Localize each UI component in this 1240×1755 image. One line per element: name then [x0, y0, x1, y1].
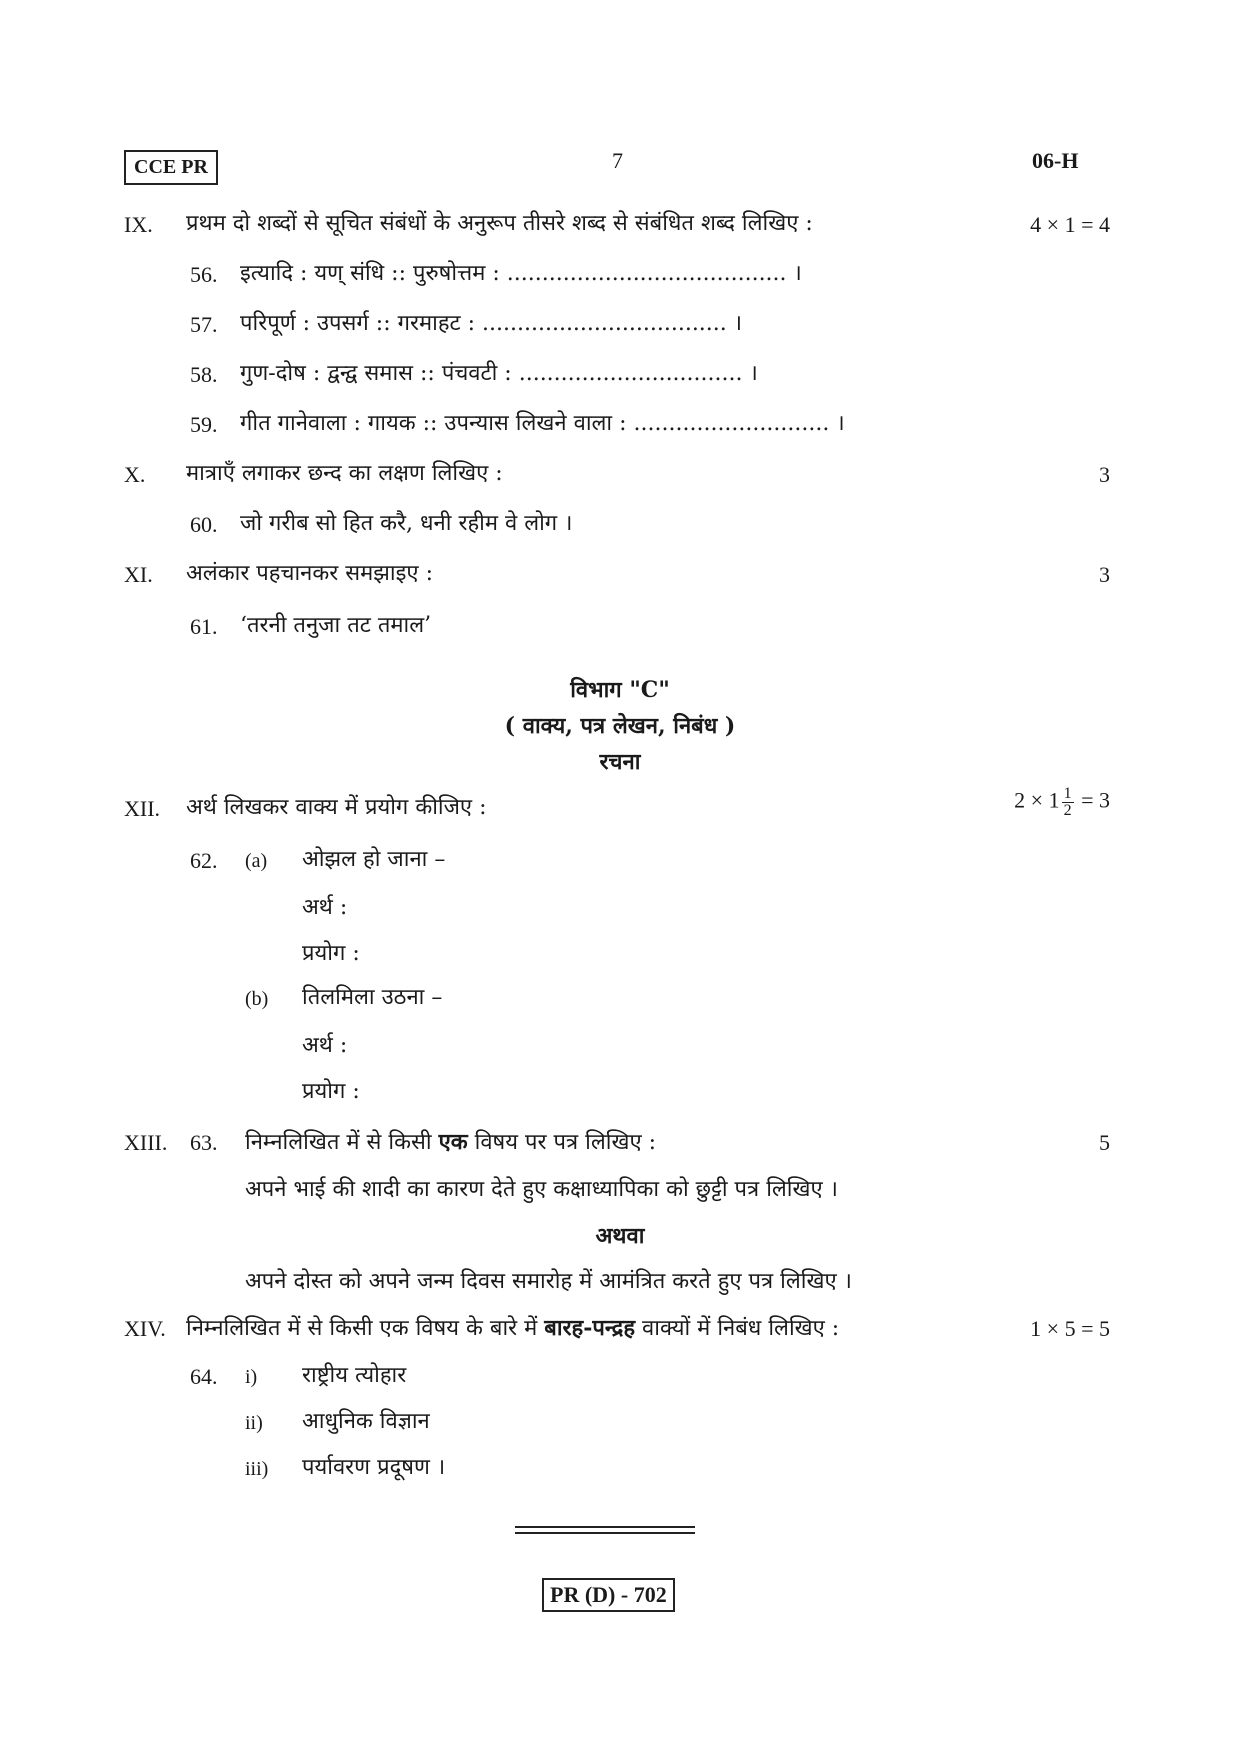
q62a-usage: प्रयोग : [302, 941, 360, 966]
q58-text: गुण-दोष : द्वन्द्व समास :: पंचवटी : ................................ । [240, 361, 758, 386]
q56-number: 56. [190, 262, 218, 287]
q13-instruction [245, 1128, 656, 1157]
section-heading: रचना [599, 749, 641, 775]
q12-marks-fraction [1062, 786, 1074, 819]
q59-text: गीत गानेवाला : गायक :: उपन्यास लिखने वाला : ............................ । [240, 411, 845, 436]
q61-number: 61. [190, 614, 218, 639]
q60-number: 60. [190, 512, 218, 537]
q61-text: ‘तरनी तनुजा तट तमाल’ [240, 613, 432, 638]
q64-topic-3-label: iii) [245, 1458, 269, 1480]
q64-topic-3: पर्यावरण प्रदूषण । [302, 1455, 446, 1480]
q13-instruction-bold: एक [438, 1129, 468, 1155]
q62b-meaning: अर्थ : [302, 1033, 348, 1058]
q62b-label: (b) [245, 988, 269, 1010]
q63-number: 63. [190, 1130, 218, 1155]
q63-option-2: अपने दोस्त को अपने जन्म दिवस समारोह में आमंत्रित करते हुए पत्र लिखिए । [245, 1269, 852, 1294]
q13-marks: 5 [1099, 1130, 1110, 1155]
paper-code-box: CCE PR [124, 150, 218, 185]
q60-text: जो गरीब सो हित करै, धनी रहीम वे लोग । [240, 511, 573, 536]
q62a-meaning: अर्थ : [302, 895, 348, 920]
q14-marks: 1 × 5 = 5 [1030, 1316, 1110, 1341]
q63-option-1: अपने भाई की शादी का कारण देते हुए कक्षाध्यापिका को छुट्टी पत्र लिखिए । [245, 1177, 838, 1202]
page-number: 7 [612, 148, 623, 173]
q12-roman: XII. [124, 796, 161, 821]
q9-instruction: प्रथम दो शब्दों से सूचित संबंधों के अनुरूप तीसरे शब्द से संबंधित शब्द लिखिए : [186, 211, 813, 236]
or-label: अथवा [595, 1223, 645, 1249]
q64-topic-2: आधुनिक विज्ञान [302, 1409, 430, 1434]
q11-roman: XI. [124, 562, 153, 587]
q12-marks-prefix: 2 × 1 [1014, 787, 1060, 813]
q56-text: इत्यादि : यण् संधि :: पुरुषोत्तम : ........................................ । [240, 261, 802, 286]
q59-number: 59. [190, 412, 218, 437]
q62b-phrase: तिलमिला उठना – [302, 985, 443, 1010]
q12-marks [1014, 786, 1110, 819]
q62b-usage: प्रयोग : [302, 1079, 360, 1104]
q13-roman: XIII. [124, 1130, 168, 1155]
fraction-numerator: 1 [1063, 785, 1072, 802]
subject-code: 06-H [1032, 148, 1079, 173]
q9-roman: IX. [124, 212, 153, 237]
q58-number: 58. [190, 362, 218, 387]
q14-instruction-bold: बारह-पन्द्रह [544, 1315, 636, 1341]
q10-instruction: मात्राएँ लगाकर छन्द का लक्षण लिखिए : [186, 461, 503, 486]
q9-marks: 4 × 1 = 4 [1030, 212, 1110, 237]
q62a-label: (a) [245, 850, 268, 872]
footer-code-box: PR (D) - 702 [542, 1578, 675, 1612]
q57-number: 57. [190, 312, 218, 337]
q11-instruction: अलंकार पहचानकर समझाइए : [186, 561, 433, 586]
fraction-denominator: 2 [1063, 802, 1072, 819]
end-rule-bottom [515, 1532, 695, 1534]
q12-marks-suffix: = 3 [1081, 787, 1110, 813]
q11-marks: 3 [1099, 562, 1110, 587]
q13-instruction-post: विषय पर पत्र लिखिए : [474, 1130, 657, 1155]
q13-instruction-pre: निम्नलिखित में से किसी [245, 1130, 432, 1155]
q57-text: परिपूर्ण : उपसर्ग :: गरमाहट : ................................... । [240, 311, 743, 336]
q64-topic-1-label: i) [245, 1366, 258, 1388]
section-title: विभाग "C" [570, 677, 670, 703]
q14-instruction-pre: निम्नलिखित में से किसी एक विषय के बारे में [186, 1316, 538, 1341]
q14-instruction [186, 1314, 839, 1343]
q62a-phrase: ओझल हो जाना – [302, 847, 446, 872]
end-rule-top [515, 1526, 695, 1528]
q10-roman: X. [124, 462, 146, 487]
section-subtitle: ( वाक्य, पत्र लेखन, निबंध ) [504, 713, 736, 739]
q64-topic-2-label: ii) [245, 1412, 263, 1434]
q64-topic-1: राष्ट्रीय त्योहार [302, 1363, 407, 1388]
q10-marks: 3 [1099, 462, 1110, 487]
q14-roman: XIV. [124, 1316, 166, 1341]
q12-instruction: अर्थ लिखकर वाक्य में प्रयोग कीजिए : [186, 795, 487, 820]
q62-number: 62. [190, 848, 218, 873]
q64-number: 64. [190, 1364, 218, 1389]
q14-instruction-post: वाक्यों में निबंध लिखिए : [642, 1316, 840, 1341]
